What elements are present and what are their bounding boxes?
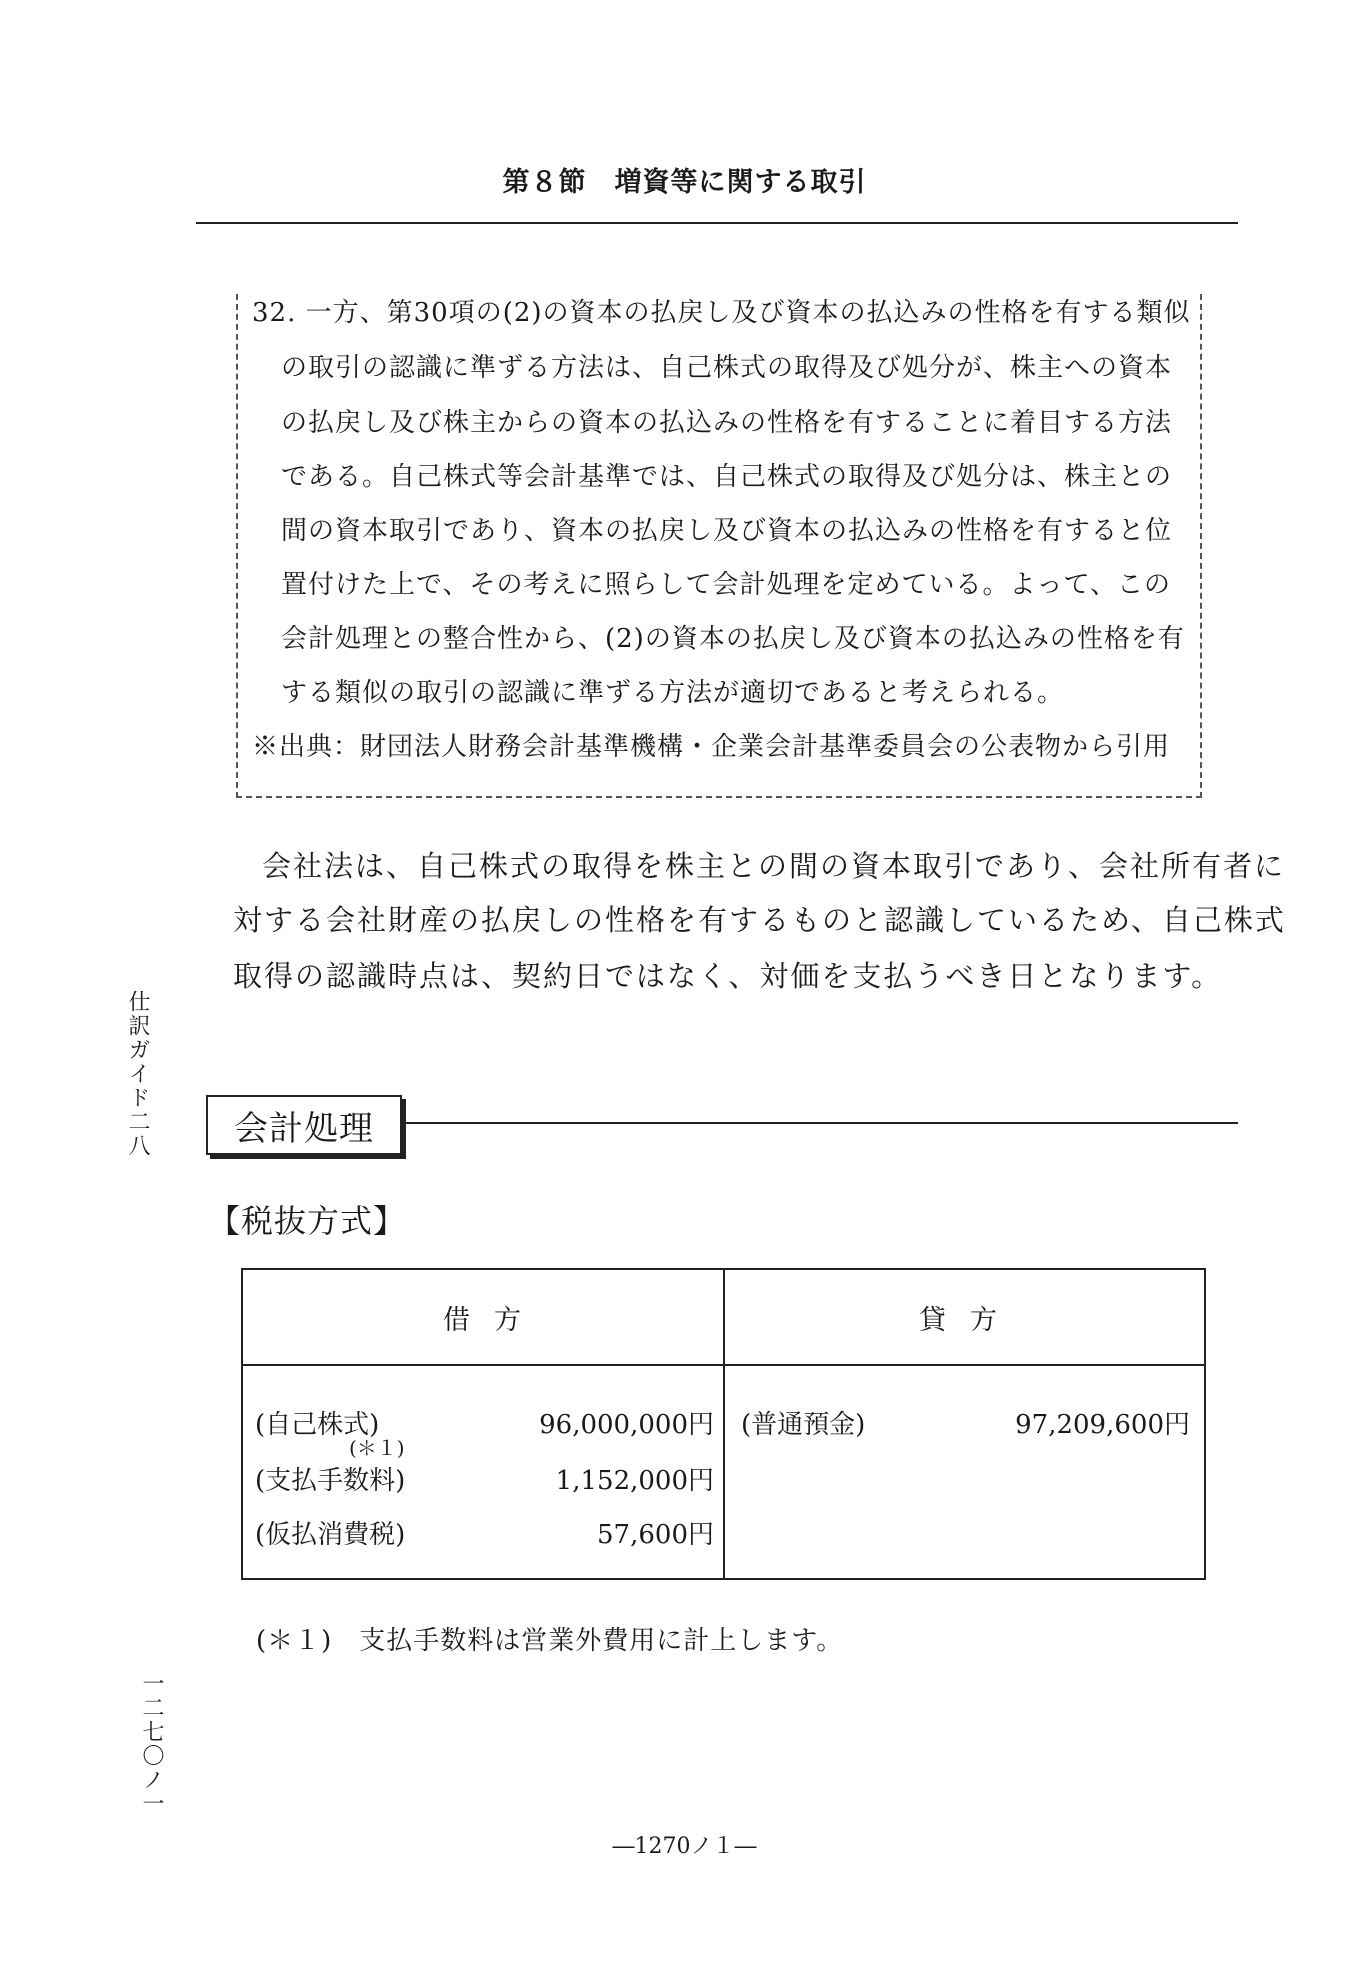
debit-account: (仮払消費税)	[255, 1520, 406, 1550]
page-header-title: 第８節 増資等に関する取引	[502, 167, 867, 198]
quote-line: の払戻し及び株主からの資本の払込みの性格を有することに着目する方法	[281, 408, 1173, 438]
quote-line: 間の資本取引であり、資本の払戻し及び資本の払込みの性格を有すると位	[281, 516, 1173, 546]
debit-account: (支払手数料)	[255, 1466, 406, 1496]
table-column-divider	[723, 1270, 725, 1578]
credit-amount: 97,209,600円	[1015, 1410, 1190, 1440]
debit-amount: 57,600円	[597, 1520, 714, 1550]
footnote: (＊１) 支払手数料は営業外費用に計上します。	[256, 1626, 844, 1656]
debit-footnote-mark: (＊１)	[349, 1436, 405, 1460]
section-heading: 会計処理	[206, 1095, 402, 1155]
tax-method-heading: 【税抜方式】	[208, 1202, 407, 1240]
quote-line: である。自己株式等会計基準では、自己株式の取得及び処分は、株主との	[281, 462, 1173, 492]
page-footer-number: ―1270ノ１―	[612, 1834, 757, 1859]
quote-line: 置付けた上で、その考えに照らして会計処理を定めている。よって、この	[281, 570, 1171, 600]
debit-amount: 1,152,000円	[555, 1466, 714, 1496]
quote-source: ※出典：財団法人財務会計基準機構・企業会計基準委員会の公表物から引用	[252, 732, 1171, 762]
quote-line: 会計処理との整合性から、(2)の資本の払戻し及び資本の払込みの性格を有	[281, 624, 1185, 654]
header-divider	[196, 222, 1238, 224]
section-divider	[404, 1122, 1238, 1124]
quote-line: の取引の認識に準ずる方法は、自己株式の取得及び処分が、株主への資本	[281, 353, 1173, 383]
body-line: 会社法は、自己株式の取得を株主との間の資本取引であり、会社所有者に	[262, 849, 1286, 883]
debit-amount: 96,000,000円	[539, 1410, 714, 1440]
debit-account: (自己株式)	[255, 1410, 380, 1440]
debit-header: 借方	[443, 1305, 545, 1336]
journal-entry-table	[241, 1268, 1206, 1580]
quote-line: 32. 一方、第30項の(2)の資本の払戻し及び資本の払込みの性格を有する類似	[252, 298, 1191, 328]
side-label-guide: 仕訳ガイド二八	[125, 990, 150, 1158]
credit-account: (普通預金)	[741, 1410, 866, 1440]
quote-line: する類似の取引の認識に準ずる方法が適切であると考えられる。	[281, 678, 1065, 708]
side-page-number: 一二七〇ノ一	[139, 1672, 164, 1816]
credit-header: 貸方	[919, 1305, 1021, 1336]
table-header-divider	[243, 1364, 1204, 1366]
body-line: 取得の認識時点は、契約日ではなく、対価を支払うべき日となります。	[233, 959, 1223, 993]
body-line: 対する会社財産の払戻しの性格を有するものと認識しているため、自己株式	[233, 903, 1286, 937]
